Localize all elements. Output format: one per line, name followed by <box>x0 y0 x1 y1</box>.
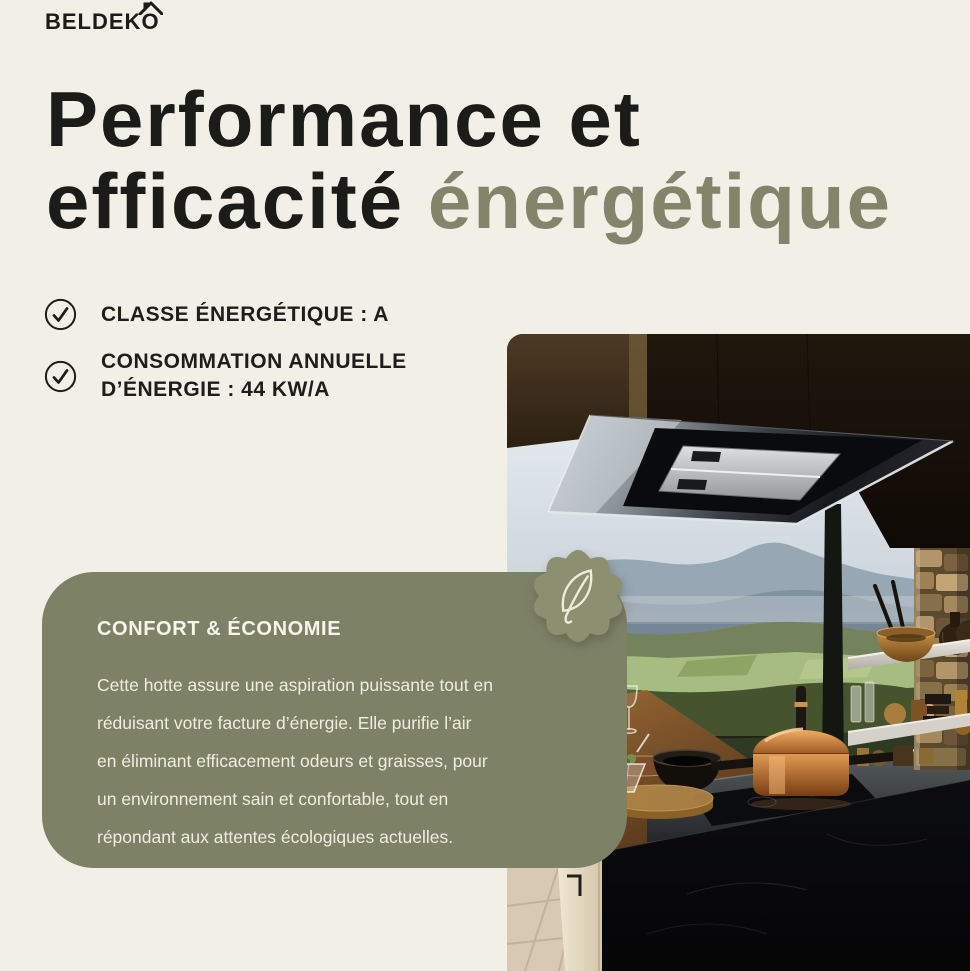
card-title: CONFORT & ÉCONOMIE <box>97 618 342 640</box>
filter-handle <box>677 479 707 490</box>
card-body <box>97 666 601 856</box>
page-title-line2-accent: énergétique <box>427 157 892 245</box>
page-title-line1: Performance et <box>46 75 642 163</box>
checklist-item-text: CLASSE ÉNERGÉTIQUE : A <box>101 302 389 326</box>
page-title-line2-black: efficacité <box>46 157 428 245</box>
check-circle-icon <box>44 298 77 331</box>
card-body-line: un environnement sain et confortable, tout en <box>97 789 449 809</box>
badge-seal-shape <box>534 550 622 642</box>
checklist-item-consumption <box>44 348 407 404</box>
card-body-line: en éliminant efficacement odeurs et graisses, pour <box>97 751 488 771</box>
brand-logo-text: BELDEKO <box>45 9 160 34</box>
checklist-item-text: CONSOMMATION ANNUELLE D’ÉNERGIE : 44 KW/A <box>101 350 407 401</box>
card-body-line: répondant aux attentes écologiques actuelles. <box>97 827 454 847</box>
eco-badge <box>532 550 624 642</box>
window-frame <box>822 504 844 764</box>
page-title <box>46 75 946 245</box>
card-body-line: réduisant votre facture d’énergie. Elle purifie l’air <box>97 713 472 733</box>
card-body-line: Cette hotte assure une aspiration puissante tout en <box>97 675 493 695</box>
brand-logo <box>45 9 160 35</box>
feature-checklist <box>44 298 407 421</box>
check-circle-icon <box>44 360 77 393</box>
house-roof-icon <box>139 1 163 15</box>
filter-handle <box>691 451 721 462</box>
checklist-item-energy-class <box>44 298 407 331</box>
